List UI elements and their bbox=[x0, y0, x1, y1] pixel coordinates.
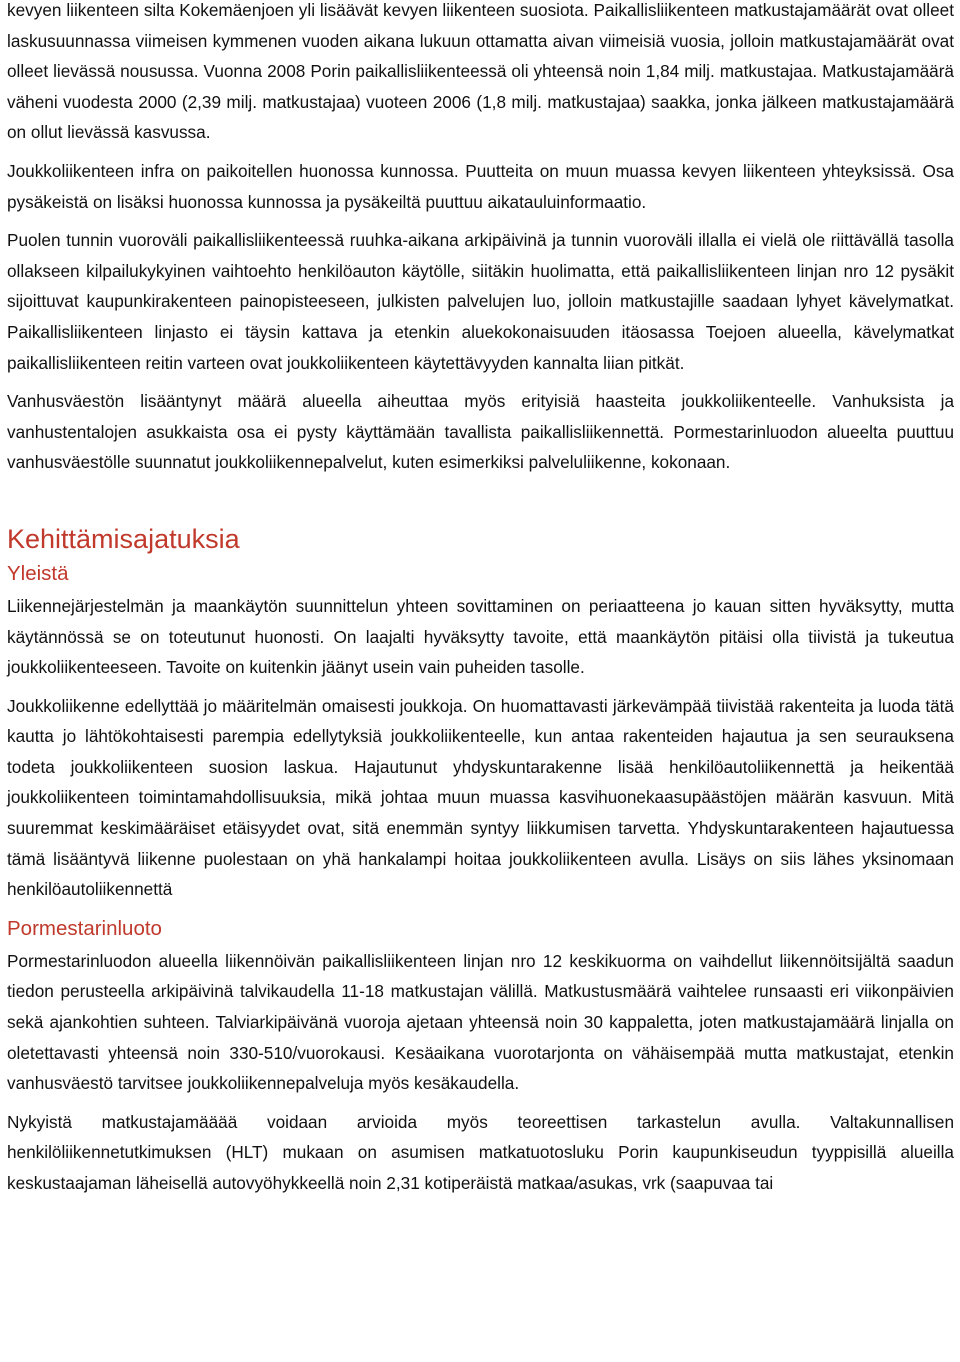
paragraph-infrastructure: Joukkoliikenteen infra on paikoitellen huonossa kunnossa. Puutteita on muun muassa kevyen liikenteen yhteyksissä. Osa pysäkeistä on lisäksi huonossa kunnossa ja pysäkeiltä puuttuu aikatauluinformaatio. bbox=[7, 160, 954, 212]
paragraph-elderly-population: Vanhusväestön lisääntynyt määrä alueella aiheuttaa myös erityisiä haasteita joukkoliikenteelle. Vanhuksista ja vanhustentalojen asukkaista osa ei pysty käyttämään tavallista paikallisliikennettä. Pormestarinluodon alueelta puuttuu vanhusväestölle suunnatut joukkoliikennepalvelut, kuten esimerkiksi palveluliikenne, kokonaan. bbox=[7, 391, 954, 473]
paragraph-land-use: Liikennejärjestelmän ja maankäytön suunnittelun yhteen sovittaminen on periaatteena jo kauan sitten hyväksytty, mutta käytännössä se on toteutunut huonosti. On laajalti hyväksytty tavoite, että maankäytön pitäisi olla tiivistä ja tukeutua joukkoliikenteeseen. Tavoite on kuitenkin jäänyt usein vain puheiden tasolle. bbox=[7, 595, 954, 678]
paragraph-service-frequency: Puolen tunnin vuoroväli paikallisliikenteessä ruuhka-aikana arkipäivinä ja tunnin vuoroväli illalla ei vielä ole riittävällä tasolla ollakseen kilpailukykyinen vaihtoehto henkilöauton käytölle, siitäkin huolimatta, että paikallisliikenteen linjan nro 12 pysäkit sijoittuvat kaupunkirakenteen painopisteeseen, julkisten palvelujen luo, jolloin matkustajille saadaan lyhyet kävelymatkat. Paikallisliikenteen linjasto ei täysin kattava ja etenkin aluekokonaisuuden itäosassa Toejoen alueella, kävelymatkat paikallisliikenteen reitin varteen ovat joukkoliikenteen käytettävyyden kannalta liian pitkät. bbox=[7, 230, 954, 373]
paragraph-passenger-trends: kevyen liikenteen silta Kokemäenjoen yli lisäävät kevyen liikenteen suosiota. Paikallisliikenteen matkustajamäärät ovat olleet laskusuunnassa viimeisen kymmenen vuoden aikana lukuun ottamatta aivan viimeisiä vuosia, jolloin matkustajamäärät ovat olleet lievässä nousussa. Vuonna 2008 Porin paikallisliikenteessä oli yhteensä noin 1,84 milj. matkustajaa. Matkustajamäärä väheni vuodesta 2000 (2,39 milj. matkustajaa) vuoteen 2006 (1,8 milj. matkustajaa) saakka, jonka jälkeen matkustajamäärä on ollut lievässä kasvussa. bbox=[7, 0, 954, 143]
subheading-general: Yleistä bbox=[7, 561, 69, 585]
paragraph-urban-structure: Joukkoliikenne edellyttää jo määritelmän omaisesti joukkoja. On huomattavasti järkevämpää tiivistää rakenteita ja luoda tätä kautta jo lähtökohtaisesti parempia edellytyksiä joukkoliikenteelle, kun antaa rakenteiden hajautua ja sen seurauksena todeta joukkoliikenteen suosion laskua. Hajautunut yhdyskuntarakenne lisää henkilöautoliikennettä ja heikentää joukkoliikenteen toimintamahdollisuuksia, mikä johtaa muun muassa kasvihuonekaasupäästöjen määrän kasvuun. Mitä suuremmat keskimääräiset etäisyydet ovat, sitä enemmän syntyy liikkumisen tarvetta. Yhdyskuntarakenteen hajautuessa tämä lisääntyvä liikenne puolestaan on yhä hankalampi hoitaa joukkoliikenteen avulla. Lisäys on siis lähes yksinomaan henkilöautoliikennettä bbox=[7, 695, 954, 900]
subheading-pormestarinluoto: Pormestarinluoto bbox=[7, 916, 162, 940]
heading-development-ideas: Kehittämisajatuksia bbox=[7, 523, 240, 554]
paragraph-line-12-load: Pormestarinluodon alueella liikennöivän paikallisliikenteen linjan nro 12 keskikuorma on vaihdellut liikennöitsijältä saadun tiedon perusteella arkipäivinä talvikaudella 11-18 matkustajan välillä. Matkustusmäärä vaihtelee runsaasti eri viikonpäivien sekä ajankohtien suhteen. Talviarkipäivänä vuoroja ajetaan yhteensä noin 30 kappaletta, joten matkustajamäärä linjalla on oletettavasti yhteensä noin 330-510/vuorokausi. Kesäaikana vuorotarjonta on vähäisempää mutta matkustajat, etenkin vanhusväestö tarvitsee joukkoliikennepalveluja myös kesäkaudella. bbox=[7, 950, 954, 1094]
paragraph-theoretical-estimate: Nykyistä matkustajamääää voidaan arvioida myös teoreettisen tarkastelun avulla. Valtakunnallisen henkilöliikennetutkimuksen (HLT) mukaan on asumisen matkatuotosluku Porin kaupunkiseudun tyyppisillä alueilla keskustaajaman läheisellä autovyöhykkeellä noin 2,31 kotiperäistä matkaa/asukas, vrk (saapuvaa tai bbox=[7, 1111, 954, 1193]
